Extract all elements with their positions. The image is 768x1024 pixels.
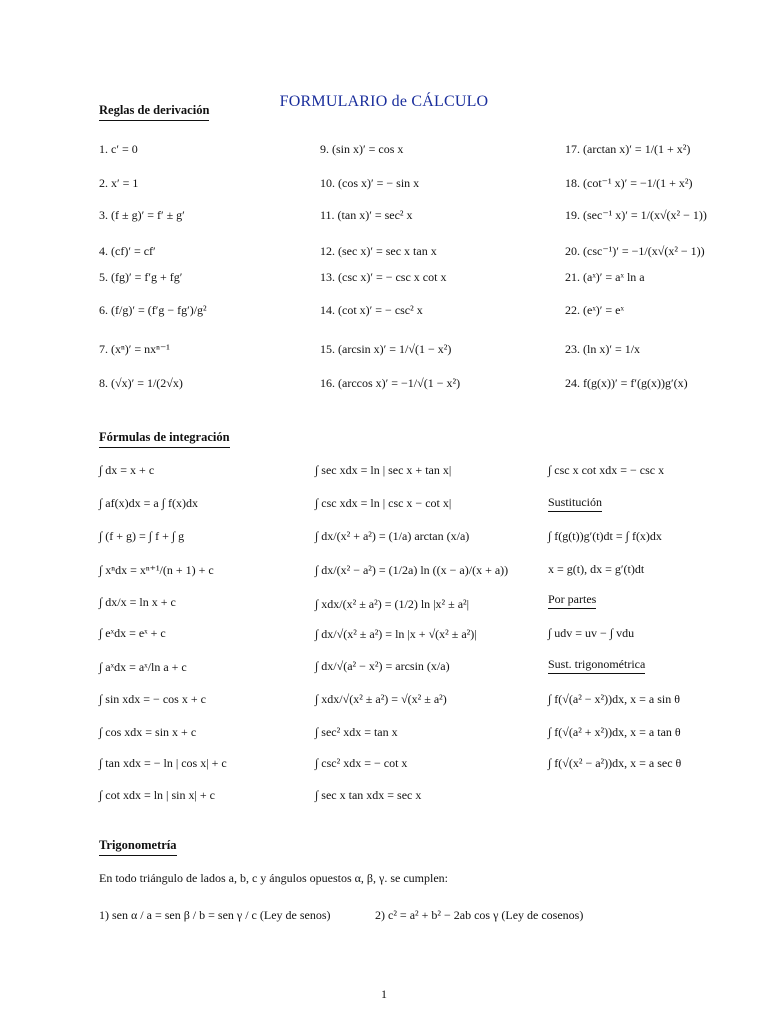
trig-substitution-formula: ∫ f(√(a² − x²))dx, x = a sin θ bbox=[548, 692, 680, 706]
integral-formula: ∫ xdx/√(x² ± a²) = √(x² ± a²) bbox=[315, 692, 447, 706]
integral-formula: ∫ tan xdx = − ln | cos x| + c bbox=[99, 756, 227, 770]
derivative-formula: 23. (ln x)′ = 1/x bbox=[565, 342, 641, 356]
integrals-heading: Fórmulas de integración bbox=[99, 430, 230, 448]
integral-formula: ∫ sec² xdx = tan x bbox=[315, 725, 398, 739]
derivative-formula: 5. (fg)′ = f′g + fg′ bbox=[99, 270, 183, 284]
trig-substitution-formula: ∫ f(√(a² + x²))dx, x = a tan θ bbox=[548, 725, 681, 739]
trig-substitution-heading: Sust. trigonométrica bbox=[548, 657, 645, 674]
derivative-formula: 10. (cos x)′ = − sin x bbox=[320, 176, 420, 190]
derivative-formula: 6. (f/g)′ = (f′g − fg′)/g² bbox=[99, 303, 207, 317]
trigonometry-intro: En todo triángulo de lados a, b, c y ángulos opuestos α, β, γ. se cumplen: bbox=[99, 871, 448, 885]
integral-formula: ∫ xⁿdx = xⁿ⁺¹/(n + 1) + c bbox=[99, 563, 214, 577]
derivative-formula: 24. f(g(x))′ = f′(g(x))g′(x) bbox=[565, 376, 688, 390]
derivative-formula: 17. (arctan x)′ = 1/(1 + x²) bbox=[565, 142, 691, 156]
trigonometry-heading: Trigonometría bbox=[99, 838, 177, 856]
derivative-formula: 4. (cf)′ = cf′ bbox=[99, 244, 156, 258]
trig-substitution-formula: ∫ f(√(x² − a²))dx, x = a sec θ bbox=[548, 756, 682, 770]
derivative-formula: 8. (√x)′ = 1/(2√x) bbox=[99, 376, 183, 390]
integral-formula: ∫ eˣdx = eˣ + c bbox=[99, 626, 166, 640]
integral-formula: ∫ sec xdx = ln | sec x + tan x| bbox=[315, 463, 452, 477]
derivative-formula: 18. (cot⁻¹ x)′ = −1/(1 + x²) bbox=[565, 176, 693, 190]
derivatives-heading: Reglas de derivación bbox=[99, 103, 209, 121]
integral-formula: ∫ af(x)dx = a ∫ f(x)dx bbox=[99, 496, 198, 510]
integral-formula: ∫ dx/(x² − a²) = (1/2a) ln ((x − a)/(x + a)) bbox=[315, 563, 509, 577]
integral-formula: ∫ csc² xdx = − cot x bbox=[315, 756, 408, 770]
parts-formula: ∫ udv = uv − ∫ vdu bbox=[548, 626, 635, 640]
derivative-formula: 12. (sec x)′ = sec x tan x bbox=[320, 244, 437, 258]
law-of-sines: 1) sen α / a = sen β / b = sen γ / c (Ley de senos) bbox=[99, 908, 331, 922]
derivative-formula: 14. (cot x)′ = − csc² x bbox=[320, 303, 423, 317]
integral-formula: ∫ (f + g) = ∫ f + ∫ g bbox=[99, 529, 185, 543]
derivative-formula: 13. (csc x)′ = − csc x cot x bbox=[320, 270, 447, 284]
integral-formula: ∫ aˣdx = aˣ/ln a + c bbox=[99, 660, 187, 674]
derivative-formula: 16. (arccos x)′ = −1/√(1 − x²) bbox=[320, 376, 461, 390]
integral-formula: ∫ dx/√(a² − x²) = arcsin (x/a) bbox=[315, 659, 450, 673]
page-number: 1 bbox=[381, 987, 387, 1001]
derivative-formula: 7. (xⁿ)′ = nxⁿ⁻¹ bbox=[99, 342, 170, 356]
integral-formula: ∫ dx/√(x² ± a²) = ln |x + √(x² ± a²)| bbox=[315, 627, 477, 641]
integral-formula: ∫ cos xdx = sin x + c bbox=[99, 725, 197, 739]
substitution-formula: ∫ f(g(t))g′(t)dt = ∫ f(x)dx bbox=[548, 529, 662, 543]
law-of-cosines: 2) c² = a² + b² − 2ab cos γ (Ley de cosenos) bbox=[375, 908, 584, 922]
derivative-formula: 1. c′ = 0 bbox=[99, 142, 138, 156]
substitution-formula: x = g(t), dx = g′(t)dt bbox=[548, 562, 645, 576]
integral-formula: ∫ sin xdx = − cos x + c bbox=[99, 692, 206, 706]
derivative-formula: 19. (sec⁻¹ x)′ = 1/(x√(x² − 1)) bbox=[565, 208, 707, 222]
derivative-formula: 20. (csc⁻¹)′ = −1/(x√(x² − 1)) bbox=[565, 244, 705, 258]
substitution-heading: Sustitución bbox=[548, 495, 602, 512]
derivative-formula: 2. x′ = 1 bbox=[99, 176, 139, 190]
integral-formula: ∫ cot xdx = ln | sin x| + c bbox=[99, 788, 215, 802]
derivative-formula: 21. (aˣ)′ = aˣ ln a bbox=[565, 270, 645, 284]
integral-formula: ∫ xdx/(x² ± a²) = (1/2) ln |x² ± a²| bbox=[315, 597, 470, 611]
parts-heading: Por partes bbox=[548, 592, 596, 609]
derivative-formula: 15. (arcsin x)′ = 1/√(1 − x²) bbox=[320, 342, 452, 356]
derivative-formula: 9. (sin x)′ = cos x bbox=[320, 142, 404, 156]
derivative-formula: 3. (f ± g)′ = f′ ± g′ bbox=[99, 208, 185, 222]
integral-formula: ∫ sec x tan xdx = sec x bbox=[315, 788, 422, 802]
page-title: FORMULARIO de CÁLCULO bbox=[279, 93, 489, 110]
integral-formula: ∫ csc x cot xdx = − csc x bbox=[548, 463, 665, 477]
integral-formula: ∫ dx/(x² + a²) = (1/a) arctan (x/a) bbox=[315, 529, 470, 543]
derivative-formula: 11. (tan x)′ = sec² x bbox=[320, 208, 413, 222]
derivative-formula: 22. (eˣ)′ = eˣ bbox=[565, 303, 624, 317]
integral-formula: ∫ dx = x + c bbox=[99, 463, 155, 477]
integral-formula: ∫ dx/x = ln x + c bbox=[99, 595, 176, 609]
integral-formula: ∫ csc xdx = ln | csc x − cot x| bbox=[315, 496, 452, 510]
